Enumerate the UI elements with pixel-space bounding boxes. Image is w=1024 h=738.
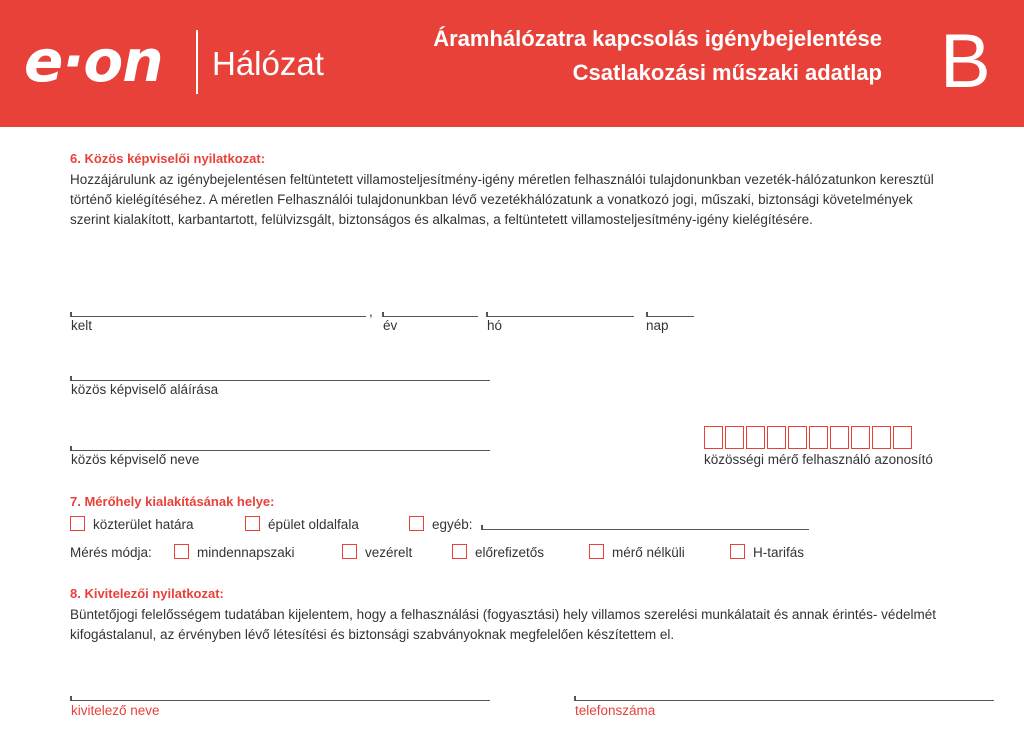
kelt-field[interactable]: [70, 316, 366, 317]
form-title: Áramhálózatra kapcsolás igénybejelentése: [433, 26, 882, 51]
checkbox-vezerelt[interactable]: [342, 544, 357, 559]
checkbox-mero-nelkuli[interactable]: [589, 544, 604, 559]
meter-id-box[interactable]: [704, 426, 723, 449]
representative-signature-label: közös képviselő aláírása: [71, 382, 219, 397]
logo-divider: [196, 30, 198, 94]
meter-id-box[interactable]: [872, 426, 891, 449]
meter-id-label: közösségi mérő felhasználó azonosító: [704, 452, 933, 467]
option-mindennapszaki-label: mindennapszaki: [197, 545, 295, 560]
contractor-name-label: kivitelező neve: [71, 703, 160, 718]
meter-id-box[interactable]: [788, 426, 807, 449]
option-vezerelt-label: vezérelt: [365, 545, 413, 560]
option-epulet-label: épület oldalfala: [268, 517, 359, 532]
phone-label: telefonszáma: [575, 703, 656, 718]
checkbox-elorefizetos[interactable]: [452, 544, 467, 559]
checkbox-egyeb[interactable]: [409, 516, 424, 531]
option-h-tarifas-label: H-tarifás: [753, 545, 805, 560]
meter-id-box[interactable]: [809, 426, 828, 449]
date-comma: ,: [369, 304, 373, 319]
checkbox-kozterulet[interactable]: [70, 516, 85, 531]
contractor-name-field[interactable]: [70, 700, 490, 701]
meter-id-box[interactable]: [725, 426, 744, 449]
eon-logo: e·on: [24, 27, 163, 95]
kelt-label: kelt: [71, 318, 93, 333]
meter-id-box[interactable]: [851, 426, 870, 449]
year-label: év: [383, 318, 398, 333]
representative-signature-field[interactable]: [70, 380, 490, 381]
year-field[interactable]: [382, 316, 478, 317]
section8-title: 8. Kivitelezői nyilatkozat:: [70, 586, 224, 601]
option-mero-nelkuli-label: mérő nélküli: [612, 545, 685, 560]
meter-id-box[interactable]: [830, 426, 849, 449]
month-label: hó: [487, 318, 503, 333]
checkbox-epulet[interactable]: [245, 516, 260, 531]
meter-id-boxes[interactable]: [704, 426, 914, 449]
form-subtitle: Csatlakozási műszaki adatlap: [572, 60, 882, 85]
month-field[interactable]: [486, 316, 634, 317]
section8-text: Büntetőjogi felelősségem tudatában kijelentem, hogy a felhasználási (fogyasztási) hely villamos szerelési munkálatait és annak érintés- védelmét kifogástalanul, az érvényben lévő létesítési és biztonsági szabványoknak megfelelően készítettem el.: [70, 607, 936, 642]
option-elorefizetos-label: előrefizetős: [475, 545, 545, 560]
option-egyeb-label: egyéb:: [432, 517, 473, 532]
meter-id-box[interactable]: [746, 426, 765, 449]
option-kozterulet-label: közterület határa: [93, 517, 194, 532]
checkbox-mindennapszaki[interactable]: [174, 544, 189, 559]
checkbox-h-tarifas[interactable]: [730, 544, 745, 559]
day-label: nap: [646, 318, 669, 333]
meter-id-box[interactable]: [767, 426, 786, 449]
section6-text: Hozzájárulunk az igénybejelentésen feltüntetett villamosteljesítmény-igény méretlen felhasználói tulajdonunkban vezeték-hálózatunkon keresztül történő kielégítéséhez. A méretlen Felhasználói tulajdonunkban lévő vezetékhálózatunk a vonatkozó jogi, műszaki, biztonsági követelmények szerint kialakított, karbantartott, felülvizsgált, biztonságos és alkalmas, a feltüntetett villamosteljesítmény-igény kielégítésére.: [70, 172, 934, 227]
phone-field[interactable]: [574, 700, 994, 701]
section6-title: 6. Közös képviselői nyilatkozat:: [70, 151, 266, 166]
representative-name-field[interactable]: [70, 450, 490, 451]
brand-subtitle: Hálózat: [212, 45, 324, 82]
section7-title: 7. Mérőhely kialakításának helye:: [70, 494, 275, 509]
egyeb-text-field[interactable]: [481, 529, 809, 530]
meter-id-box[interactable]: [893, 426, 912, 449]
day-field[interactable]: [646, 316, 694, 317]
form-letter: B: [940, 19, 991, 104]
header-banner: [0, 0, 1024, 127]
representative-name-label: közös képviselő neve: [71, 452, 200, 467]
measurement-label: Mérés módja:: [70, 545, 152, 560]
